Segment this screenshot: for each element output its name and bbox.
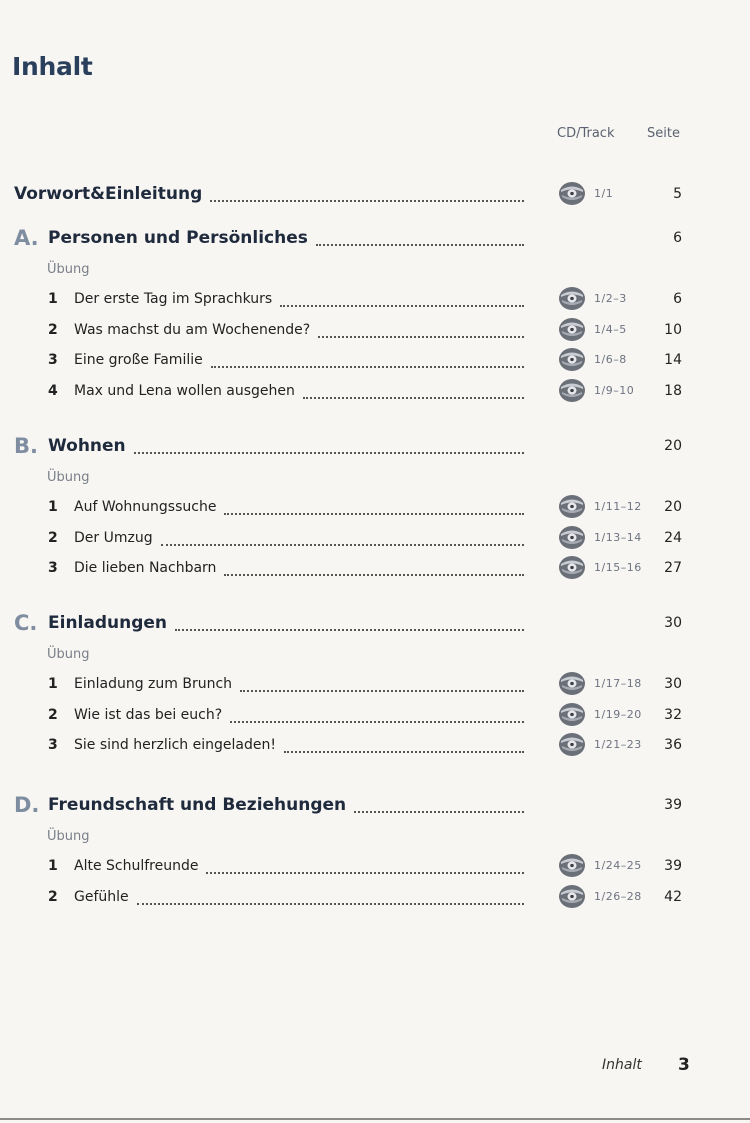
cd-icon: [558, 555, 586, 580]
cd-track-number: 1/13–14: [594, 531, 642, 544]
toc-section: [0, 224, 750, 252]
exercise-number: 1: [48, 291, 58, 307]
toc-section: [0, 609, 750, 637]
page-number: 6: [673, 291, 682, 307]
exercise-number: 2: [48, 322, 58, 338]
dot-leader: [224, 574, 524, 576]
entry-label: [48, 285, 528, 313]
toc-exercise: [0, 731, 750, 759]
dot-leader: [316, 244, 524, 246]
cd-track-number: 1/19–20: [594, 708, 642, 721]
entry-title: Gefühle: [74, 889, 129, 905]
dot-leader: [161, 544, 524, 546]
page-number: 39: [664, 858, 682, 874]
dot-leader: [280, 305, 524, 307]
toc-exercise: [0, 852, 750, 880]
page-number: 36: [664, 737, 682, 753]
dot-leader: [284, 751, 524, 753]
entry-label: [14, 224, 528, 252]
exercise-number: 4: [48, 383, 58, 399]
cd-track-number: 1/4–5: [594, 323, 627, 336]
entry-label: [48, 554, 528, 582]
entry-label: [48, 316, 528, 344]
cd-track-number: 1/17–18: [594, 677, 642, 690]
cd-track-number: 1/24–25: [594, 859, 642, 872]
section-letter: C.: [14, 611, 38, 635]
exercise-number: 1: [48, 499, 58, 515]
entry-label: [48, 524, 528, 552]
footer-page-number: 3: [678, 1055, 690, 1075]
entry-title: Alte Schulfreunde: [74, 858, 199, 874]
dot-leader: [354, 811, 524, 813]
page-number: 14: [664, 352, 682, 368]
uebung-label: Übung: [47, 647, 90, 662]
cd-icon: [558, 853, 586, 878]
cd-icon: [558, 702, 586, 727]
dot-leader: [230, 721, 524, 723]
cd-icon: [558, 884, 586, 909]
uebung-label: Übung: [47, 470, 90, 485]
page-number: 30: [664, 676, 682, 692]
page-number: 20: [664, 438, 682, 454]
dot-leader: [134, 452, 524, 454]
entry-label: [14, 791, 528, 819]
entry-title: Freundschaft und Beziehungen: [48, 795, 347, 815]
cd-track-number: 1/6–8: [594, 353, 627, 366]
page-number: 10: [664, 322, 682, 338]
cd-track-number: 1/21–23: [594, 738, 642, 751]
entry-label: [48, 701, 528, 729]
toc-exercise: [0, 701, 750, 729]
toc-exercise: [0, 346, 750, 374]
page-number: 42: [664, 889, 682, 905]
cd-icon: [558, 378, 586, 403]
page-number: 39: [664, 797, 682, 813]
toc-exercise: [0, 670, 750, 698]
entry-title: Einladung zum Brunch: [74, 676, 233, 692]
exercise-number: 2: [48, 889, 58, 905]
exercise-number: 3: [48, 352, 58, 368]
entry-label: [48, 883, 528, 911]
entry-label: [14, 609, 528, 637]
entry-title: Der Umzug: [74, 530, 153, 546]
entry-title: Eine große Familie: [74, 352, 203, 368]
dot-leader: [137, 903, 524, 905]
footer-label: Inhalt: [602, 1057, 642, 1073]
toc-exercise: [0, 883, 750, 911]
entry-title: Max und Lena wollen ausgehen: [74, 383, 295, 399]
column-header-page: Seite: [647, 126, 680, 141]
cd-track-number: 1/11–12: [594, 500, 642, 513]
page-number: 20: [664, 499, 682, 515]
entry-label: [48, 670, 528, 698]
cd-icon: [558, 494, 586, 519]
cd-icon: [558, 317, 586, 342]
entry-label: [48, 852, 528, 880]
section-letter: D.: [14, 793, 40, 817]
uebung-label: Übung: [47, 262, 90, 277]
toc-exercise: [0, 524, 750, 552]
exercise-number: 2: [48, 530, 58, 546]
dot-leader: [175, 629, 524, 631]
page-number: 32: [664, 707, 682, 723]
entry-label: [48, 346, 528, 374]
toc-section: [0, 791, 750, 819]
cd-track-number: 1/2–3: [594, 292, 627, 305]
entry-label: [14, 180, 528, 208]
entry-label: [48, 493, 528, 521]
cd-icon: [558, 347, 586, 372]
entry-title: Personen und Persönliches: [48, 228, 308, 248]
uebung-label: Übung: [47, 829, 90, 844]
entry-label: [48, 731, 528, 759]
toc-exercise: [0, 493, 750, 521]
dot-leader: [224, 513, 524, 515]
bottom-rule: [0, 1118, 750, 1120]
cd-icon: [558, 181, 586, 206]
cd-icon: [558, 671, 586, 696]
section-letter: B.: [14, 434, 38, 458]
exercise-number: 1: [48, 858, 58, 874]
column-header-cd-track: CD/Track: [557, 126, 615, 141]
dot-leader: [206, 872, 524, 874]
dot-leader: [211, 366, 524, 368]
entry-title: Wohnen: [48, 436, 126, 456]
dot-leader: [210, 200, 524, 202]
cd-track-number: 1/1: [594, 187, 614, 200]
entry-title: Auf Wohnungssuche: [74, 499, 217, 515]
dot-leader: [318, 336, 524, 338]
exercise-number: 2: [48, 707, 58, 723]
dot-leader: [240, 690, 524, 692]
page-number: 5: [673, 186, 682, 202]
entry-title: Was machst du am Wochenende?: [74, 322, 311, 338]
exercise-number: 1: [48, 676, 58, 692]
cd-track-number: 1/15–16: [594, 561, 642, 574]
exercise-number: 3: [48, 560, 58, 576]
cd-icon: [558, 525, 586, 550]
cd-track-number: 1/9–10: [594, 384, 635, 397]
toc-exercise: [0, 316, 750, 344]
page-number: 27: [664, 560, 682, 576]
page-number: 30: [664, 615, 682, 631]
section-letter: A.: [14, 226, 39, 250]
page-number: 18: [664, 383, 682, 399]
entry-title: Der erste Tag im Sprachkurs: [74, 291, 273, 307]
entry-title: Wie ist das bei euch?: [74, 707, 223, 723]
toc-section: [0, 432, 750, 460]
entry-label: [14, 432, 528, 460]
cd-track-number: 1/26–28: [594, 890, 642, 903]
page-number: 6: [673, 230, 682, 246]
toc-entry-intro: [0, 180, 750, 208]
dot-leader: [303, 397, 524, 399]
cd-icon: [558, 732, 586, 757]
exercise-number: 3: [48, 737, 58, 753]
entry-title: Vorwort&Einleitung: [14, 184, 203, 204]
toc-exercise: [0, 285, 750, 313]
toc-exercise: [0, 554, 750, 582]
page-number: 24: [664, 530, 682, 546]
entry-title: Einladungen: [48, 613, 168, 633]
entry-label: [48, 377, 528, 405]
entry-title: Sie sind herzlich eingeladen!: [74, 737, 276, 753]
toc-exercise: [0, 377, 750, 405]
entry-title: Die lieben Nachbarn: [74, 560, 217, 576]
page-title: Inhalt: [12, 52, 93, 81]
cd-icon: [558, 286, 586, 311]
